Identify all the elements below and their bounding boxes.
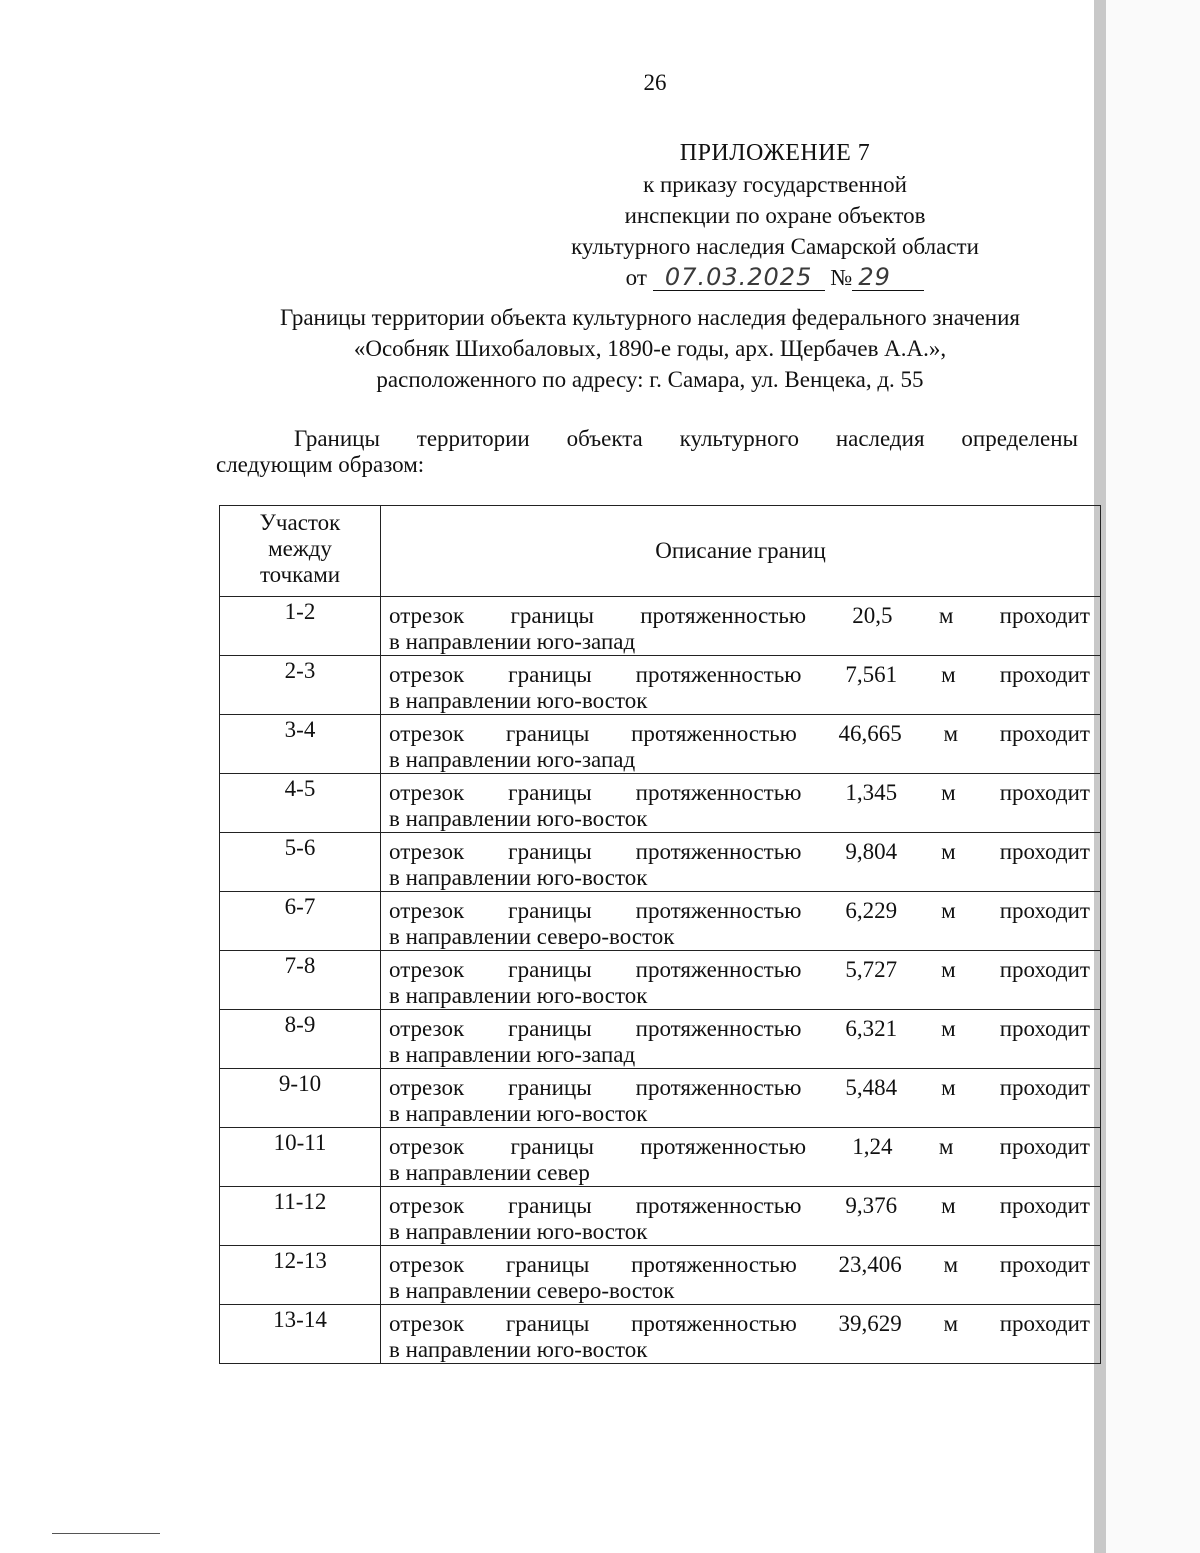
desc-word: протяженностью [635,780,802,805]
order-date-line [560,262,990,293]
desc-word: проходит [999,662,1090,687]
header-description: Описание границ [381,506,1101,597]
unit: м [941,1016,956,1041]
desc-word: проходит [999,1311,1090,1336]
heading-line: «Особняк Шихобаловых, 1890-е годы, арх. Щербачев А.А.», [353,336,947,361]
description-line-1 [389,780,1090,806]
table-row [220,656,1101,715]
desc-word: проходит [999,721,1090,746]
heading-line: Границы территории объекта культурного наследия федерального значения [280,305,1020,330]
desc-word: проходит [999,1075,1090,1100]
table-body [220,597,1101,1364]
description-cell [381,833,1101,892]
segment-cell: 7-8 [220,951,381,1010]
segment-cell: 1-2 [220,597,381,656]
intro-word: определены [961,426,1078,451]
intro-line-2: следующим образом: [216,452,425,477]
length-value: 6,229 [845,898,898,923]
segment-cell: 11-12 [220,1187,381,1246]
table-row [220,951,1101,1010]
unit: м [941,1075,956,1100]
desc-word: отрезок [389,1134,465,1159]
desc-word: отрезок [389,721,465,746]
direction-text: в направлении юго-восток [389,983,648,1008]
desc-word: отрезок [389,603,465,628]
description-line-1 [389,1134,1090,1160]
appendix-title: ПРИЛОЖЕНИЕ 7 [679,140,871,166]
length-value: 9,376 [845,1193,898,1218]
desc-word: проходит [999,1252,1090,1277]
desc-word: проходит [999,957,1090,982]
intro-line-1 [216,426,1078,452]
desc-word: протяженностью [631,1311,797,1336]
desc-word: проходит [999,603,1090,628]
unit: м [941,780,956,805]
description-cell [381,774,1101,833]
length-value: 6,321 [845,1016,898,1041]
direction-text: в направлении юго-восток [389,1337,648,1362]
intro-word: культурного [679,426,799,451]
length-value: 39,629 [838,1311,902,1336]
desc-word: протяженностью [631,1252,797,1277]
description-cell [381,1128,1101,1187]
description-line-1 [389,1311,1090,1337]
desc-word: протяженностью [635,957,802,982]
segment-cell: 13-14 [220,1305,381,1364]
desc-word: границы [508,780,592,805]
length-value: 7,561 [845,662,898,687]
description-line-1 [389,721,1090,747]
direction-text: в направлении юго-восток [389,688,648,713]
description-line-1 [389,957,1090,983]
description-line-1 [389,839,1090,865]
desc-word: отрезок [389,1193,465,1218]
table-row [220,774,1101,833]
appendix-line: инспекции по охране объектов [624,203,926,228]
description-cell [381,597,1101,656]
direction-text: в направлении северо-восток [389,924,675,949]
appendix-line: к приказу государственной [643,172,907,197]
length-value: 5,727 [845,957,898,982]
length-value: 9,804 [845,839,898,864]
segment-cell: 5-6 [220,833,381,892]
desc-word: проходит [999,1134,1090,1159]
unit: м [941,839,956,864]
desc-word: протяженностью [635,1075,802,1100]
desc-word: границы [508,1016,592,1041]
table-row [220,1128,1101,1187]
table-row [220,597,1101,656]
segment-cell: 2-3 [220,656,381,715]
length-value: 23,406 [838,1252,902,1277]
table-row [220,1246,1101,1305]
unit: м [938,603,954,628]
desc-word: отрезок [389,839,465,864]
handwritten-date: 07.03.2025 [653,264,825,291]
unit: м [938,1134,954,1159]
intro-word: территории [416,426,530,451]
desc-word: границы [508,839,592,864]
direction-text: в направлении северо-восток [389,1278,675,1303]
desc-word: протяженностью [635,1193,802,1218]
table-header-row [220,506,1101,597]
desc-word: границы [508,1193,592,1218]
direction-text: в направлении юго-восток [389,1101,648,1126]
length-value: 1,24 [852,1134,893,1159]
description-cell [381,1187,1101,1246]
handwritten-number: 29 [852,264,924,291]
boundary-table [219,505,1101,1364]
length-value: 46,665 [838,721,902,746]
desc-word: границы [508,957,592,982]
direction-text: в направлении юго-запад [389,1042,636,1067]
direction-text: в направлении юго-восток [389,865,648,890]
date-prefix: от [625,265,647,290]
segment-cell: 10-11 [220,1128,381,1187]
unit: м [941,898,956,923]
desc-word: проходит [999,1193,1090,1218]
intro-word: наследия [835,426,925,451]
header-segment-line: точками [259,562,341,587]
heading-line: расположенного по адресу: г. Самара, ул. Венцека, д. 55 [376,367,924,392]
desc-word: отрезок [389,898,465,923]
desc-word: границы [508,662,592,687]
description-line-1 [389,1075,1090,1101]
desc-word: границы [505,1252,590,1277]
desc-word: отрезок [389,662,465,687]
description-cell [381,715,1101,774]
unit: м [943,721,959,746]
page-number: 26 [643,70,667,95]
description-cell [381,656,1101,715]
desc-word: протяженностью [635,1016,802,1041]
intro-paragraph [216,426,1078,478]
description-line-1 [389,603,1090,629]
length-value: 5,484 [845,1075,898,1100]
header-segment-line: Участок [259,510,341,535]
desc-word: границы [510,1134,594,1159]
unit: м [941,662,956,687]
segment-cell: 8-9 [220,1010,381,1069]
desc-word: отрезок [389,1016,465,1041]
description-cell [381,1010,1101,1069]
desc-word: отрезок [389,1311,465,1336]
description-line-1 [389,1016,1090,1042]
description-cell [381,1305,1101,1364]
desc-word: отрезок [389,1252,465,1277]
desc-word: протяженностью [635,839,802,864]
description-line-1 [389,662,1090,688]
desc-word: протяженностью [640,1134,807,1159]
description-cell [381,1069,1101,1128]
description-cell [381,892,1101,951]
desc-word: границы [508,898,592,923]
header-segment [220,506,381,597]
table-row [220,715,1101,774]
scan-margin [1106,0,1200,1553]
direction-text: в направлении юго-запад [389,747,636,772]
appendix-line: культурного наследия Самарской области [571,234,979,259]
segment-cell: 4-5 [220,774,381,833]
desc-word: протяженностью [635,898,802,923]
direction-text: в направлении юго-восток [389,1219,648,1244]
desc-word: проходит [999,780,1090,805]
header-segment-line: между [268,536,332,561]
appendix-block [560,138,990,293]
description-line-1 [389,898,1090,924]
desc-word: отрезок [389,780,465,805]
table-row [220,1187,1101,1246]
desc-word: отрезок [389,1075,465,1100]
segment-cell: 12-13 [220,1246,381,1305]
description-line-1 [389,1193,1090,1219]
desc-word: проходит [999,839,1090,864]
segment-cell: 9-10 [220,1069,381,1128]
length-value: 1,345 [845,780,898,805]
table-row [220,892,1101,951]
description-line-1 [389,1252,1090,1278]
desc-word: границы [505,1311,590,1336]
length-value: 20,5 [852,603,893,628]
desc-word: границы [505,721,590,746]
document-heading [220,302,1080,395]
unit: м [943,1252,959,1277]
segment-cell: 3-4 [220,715,381,774]
desc-word: проходит [999,898,1090,923]
unit: м [941,957,956,982]
unit: м [941,1193,956,1218]
desc-word: границы [510,603,594,628]
direction-text: в направлении север [389,1160,590,1185]
intro-word: Границы [294,426,380,451]
table-row [220,1010,1101,1069]
table-row [220,1305,1101,1364]
segment-cell: 6-7 [220,892,381,951]
description-cell [381,951,1101,1010]
desc-word: протяженностью [640,603,807,628]
desc-word: проходит [999,1016,1090,1041]
table-row [220,1069,1101,1128]
number-prefix: № [830,265,853,290]
description-cell [381,1246,1101,1305]
desc-word: границы [508,1075,592,1100]
scan-mark [52,1533,160,1534]
direction-text: в направлении юго-запад [389,629,636,654]
intro-word: объекта [566,426,643,451]
table-row [220,833,1101,892]
desc-word: протяженностью [635,662,802,687]
direction-text: в направлении юго-восток [389,806,648,831]
unit: м [943,1311,959,1336]
desc-word: протяженностью [631,721,797,746]
desc-word: отрезок [389,957,465,982]
